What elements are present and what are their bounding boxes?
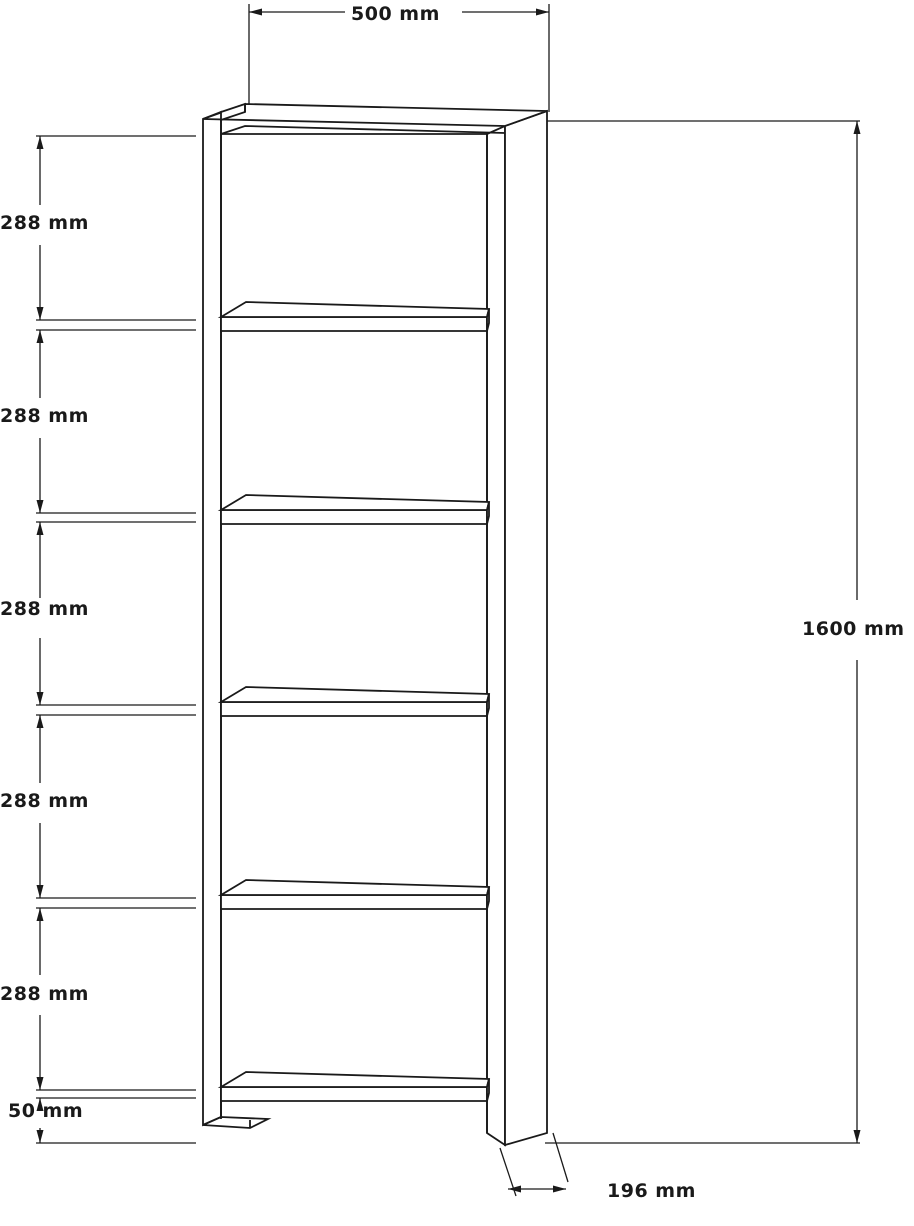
bookcase-illustration <box>203 104 547 1145</box>
label-shelf-gap-3: 288 mm <box>0 598 89 620</box>
label-shelf-gap-4: 288 mm <box>0 790 89 812</box>
label-width: 500 mm <box>351 3 440 25</box>
label-depth: 196 mm <box>607 1180 696 1202</box>
label-shelf-gap-1: 288 mm <box>0 212 89 234</box>
label-shelf-gap-5: 288 mm <box>0 983 89 1005</box>
label-height: 1600 mm <box>802 618 905 640</box>
label-base-gap: 50 mm <box>8 1100 84 1122</box>
label-shelf-gap-2: 288 mm <box>0 405 89 427</box>
